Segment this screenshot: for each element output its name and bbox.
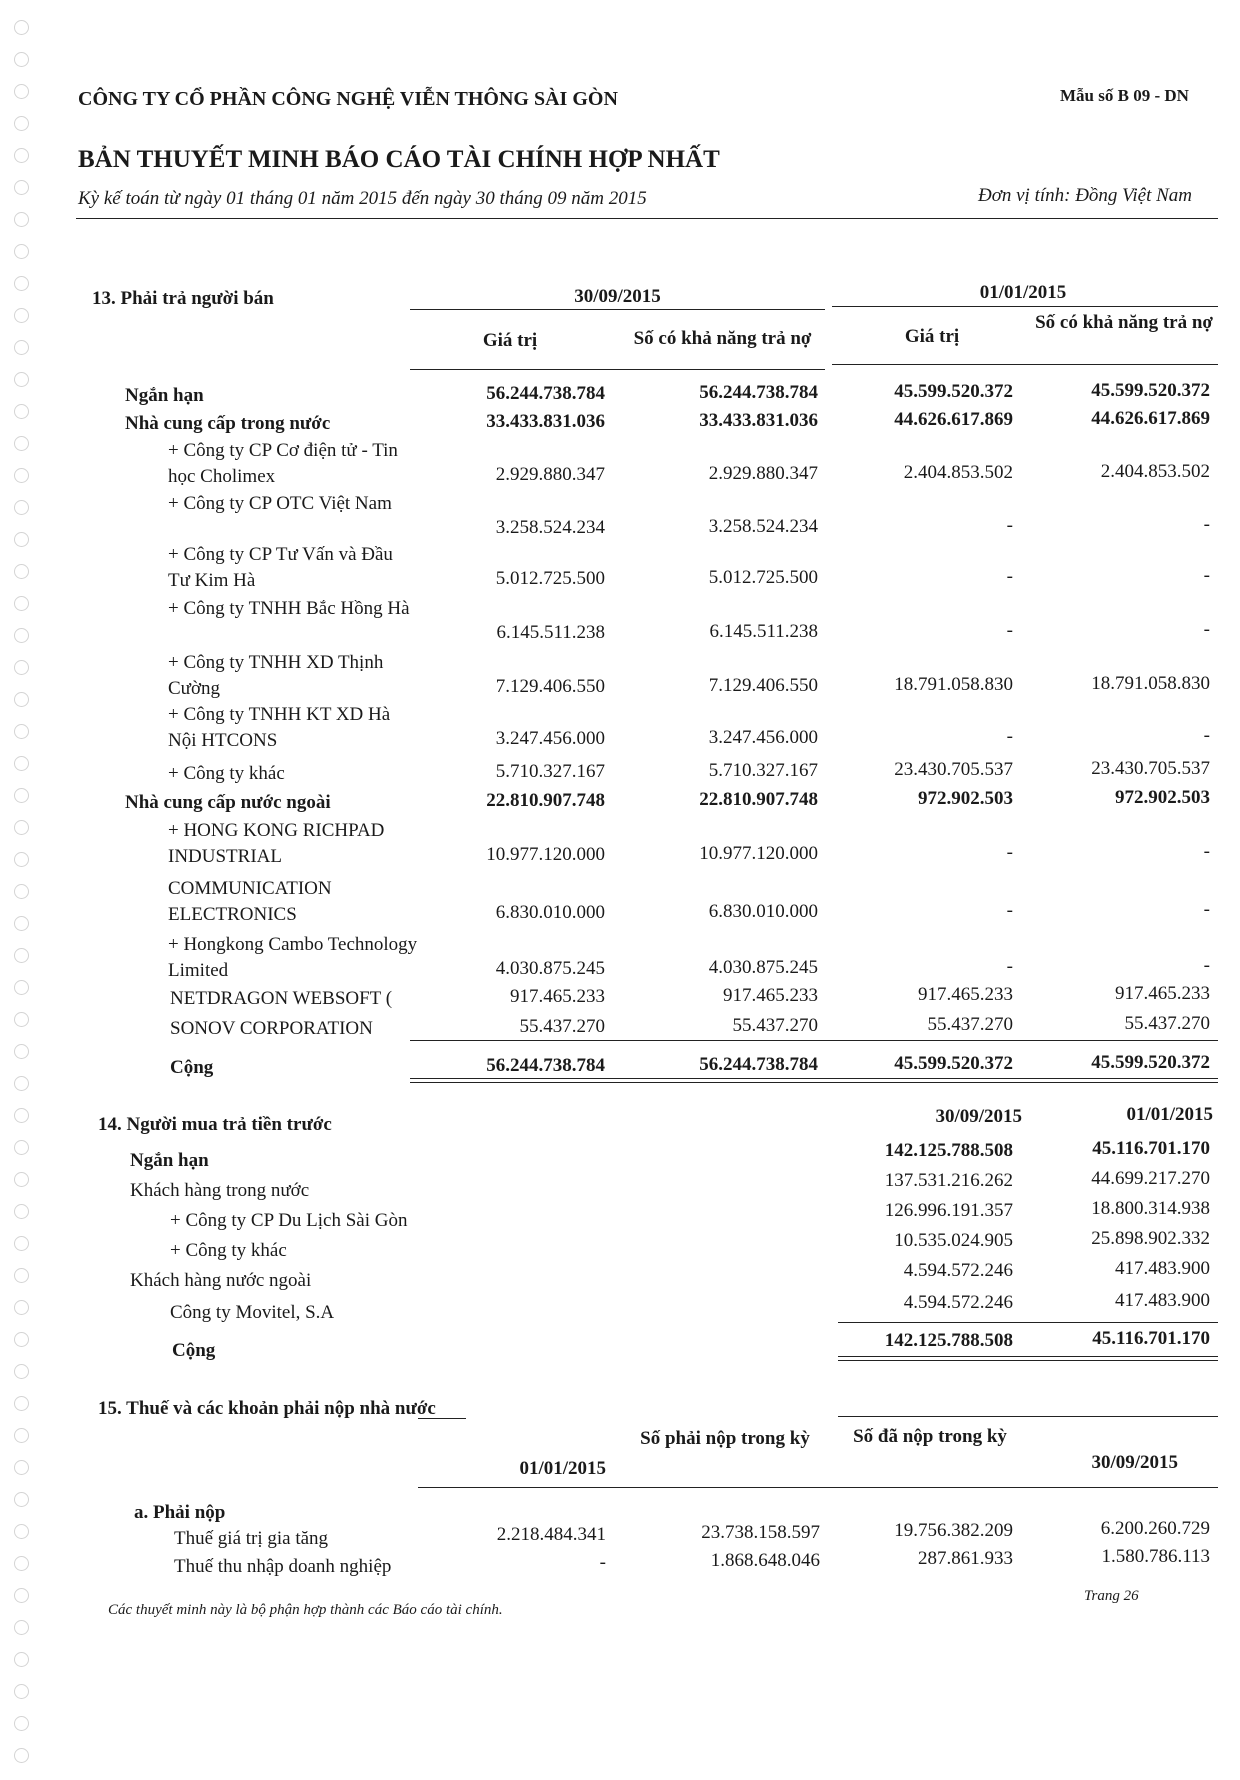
table-row-label: + Công ty CP Tư Vấn và Đầu Tư Kim Hà — [168, 544, 393, 591]
table-cell-value: 6.830.010.000 — [708, 901, 818, 922]
rule — [838, 1416, 1218, 1417]
table-cell-value: - — [1006, 620, 1013, 641]
table-cell-value: - — [1006, 726, 1013, 747]
binder-holes — [14, 20, 34, 1780]
table-row-label: + Công ty TNHH XD Thịnh Cường — [168, 652, 384, 699]
table-cell-value: 23.738.158.597 — [701, 1522, 820, 1543]
table-cell-value: - — [1006, 515, 1013, 536]
s13-col-payable-2: Số có khả năng trả nợ — [1035, 312, 1213, 333]
table-row-label: Nhà cung cấp trong nước — [125, 413, 331, 434]
table-cell-value: 55.437.270 — [927, 1014, 1013, 1035]
s15-col-opening: 01/01/2015 — [519, 1458, 606, 1479]
table-row-label: Thuế giá trị gia tăng — [174, 1528, 329, 1549]
s15-col-payable: Số phải nộp trong kỳ — [640, 1428, 810, 1449]
table-cell-value: 22.810.907.748 — [486, 790, 605, 811]
table-cell-value: 126.996.191.357 — [884, 1200, 1013, 1221]
section-15-title: 15. Thuế và các khoản phải nộp nhà nước — [98, 1398, 436, 1419]
table-row-label: + Công ty CP Du Lịch Sài Gòn — [170, 1210, 408, 1231]
table-cell-value: 18.791.058.830 — [894, 674, 1013, 695]
s13-col-payable-1: Số có khả năng trả nợ — [633, 328, 812, 349]
currency-unit: Đơn vị tính: Đồng Việt Nam — [978, 185, 1193, 206]
table-cell-value: - — [1006, 842, 1013, 863]
table-cell-value: 142.125.788.508 — [884, 1140, 1013, 1161]
company-name: CÔNG TY CỔ PHẦN CÔNG NGHỆ VIỄN THÔNG SÀI GÒN — [78, 88, 618, 110]
table-cell-value: 23.430.705.537 — [1091, 758, 1210, 779]
rule — [418, 1487, 1218, 1488]
table-row-label: SONOV CORPORATION — [170, 1018, 373, 1039]
table-row-label: + HONG KONG RICHPAD INDUSTRIAL — [168, 820, 385, 867]
table-cell-value: 917.465.233 — [918, 984, 1013, 1005]
table-cell-value: 3.247.456.000 — [708, 727, 818, 748]
table-cell-value: 55.437.270 — [519, 1016, 605, 1037]
table-cell-value: 10.535.024.905 — [894, 1230, 1013, 1251]
table-cell-value: 56.244.738.784 — [486, 383, 605, 404]
table-cell-value: 917.465.233 — [510, 986, 605, 1007]
footer-note: Các thuyết minh này là bộ phận hợp thành các Báo cáo tài chính. — [108, 1602, 503, 1618]
report-period: Kỳ kế toán từ ngày 01 tháng 01 năm 2015 đến ngày 30 tháng 09 năm 2015 — [78, 188, 647, 209]
table-cell-value: 44.626.617.869 — [894, 409, 1013, 430]
table-cell-value: 23.430.705.537 — [894, 759, 1013, 780]
table-cell-value: - — [1006, 956, 1013, 977]
table-row-label: Công ty Movitel, S.A — [170, 1302, 335, 1323]
table-cell-value: 7.129.406.550 — [495, 676, 605, 697]
table-cell-value: 55.437.270 — [732, 1015, 818, 1036]
table-cell-value: 3.258.524.234 — [708, 516, 818, 537]
table-cell-value: 917.465.233 — [723, 985, 818, 1006]
table-cell-value: 417.483.900 — [1115, 1290, 1210, 1311]
table-cell-value: - — [1203, 725, 1210, 746]
table-cell-value: 287.861.933 — [918, 1548, 1013, 1569]
rule — [410, 369, 825, 370]
s14-date-1: 30/09/2015 — [935, 1106, 1022, 1127]
table-cell-value: 56.244.738.784 — [486, 1055, 605, 1076]
table-cell-value: 6.830.010.000 — [495, 902, 605, 923]
form-number: Mẫu số B 09 - DN — [1060, 86, 1189, 105]
table-row-label: + Hongkong Cambo Technology Limited — [168, 934, 418, 981]
table-cell-value: 44.699.217.270 — [1091, 1168, 1210, 1189]
table-cell-value: 45.599.520.372 — [1091, 1052, 1210, 1073]
table-cell-value: - — [1006, 900, 1013, 921]
table-cell-value: 972.902.503 — [1115, 787, 1210, 808]
table-cell-value: 33.433.831.036 — [486, 411, 605, 432]
table-row-label: + Công ty TNHH KT XD Hà Nội HTCONS — [168, 704, 391, 751]
table-row-label: + Công ty CP OTC Việt Nam — [168, 493, 392, 514]
table-cell-value: 6.145.511.238 — [709, 621, 818, 642]
table-cell-value: 19.756.382.209 — [894, 1520, 1013, 1541]
rule — [838, 1322, 1218, 1323]
section-14-title: 14. Người mua trả tiền trước — [98, 1114, 332, 1135]
table-cell-value: 25.898.902.332 — [1091, 1228, 1210, 1249]
s13-date-2: 01/01/2015 — [979, 282, 1067, 303]
table-cell-value: 3.258.524.234 — [495, 517, 605, 538]
table-cell-value: 3.247.456.000 — [495, 728, 605, 749]
header-divider — [76, 218, 1218, 219]
table-cell-value: 56.244.738.784 — [699, 1054, 818, 1075]
table-row-label: Cộng — [170, 1057, 214, 1078]
table-cell-value: 44.626.617.869 — [1091, 408, 1210, 429]
table-cell-value: 45.599.520.372 — [894, 1053, 1013, 1074]
table-row-label: + Công ty CP Cơ điện tử - Tin học Cholimex — [168, 440, 398, 487]
table-cell-value: 18.800.314.938 — [1091, 1198, 1210, 1219]
s14-date-2: 01/01/2015 — [1126, 1104, 1213, 1125]
table-cell-value: 917.465.233 — [1115, 983, 1210, 1004]
table-cell-value: 33.433.831.036 — [699, 410, 818, 431]
double-rule — [838, 1356, 1218, 1361]
s13-col-value-1: Giá trị — [482, 330, 538, 351]
table-cell-value: 4.030.875.245 — [495, 958, 605, 979]
table-row-label: + Công ty khác — [170, 1240, 287, 1261]
table-row-label: Ngắn hạn — [130, 1150, 209, 1171]
table-cell-value: 56.244.738.784 — [699, 382, 818, 403]
double-rule — [410, 1078, 1218, 1083]
table-cell-value: 22.810.907.748 — [699, 789, 818, 810]
report-title: BẢN THUYẾT MINH BÁO CÁO TÀI CHÍNH HỢP NHẤT — [78, 146, 720, 173]
table-cell-value: 5.012.725.500 — [495, 568, 605, 589]
table-cell-value: 6.200.260.729 — [1100, 1518, 1210, 1539]
page-number: Trang 26 — [1084, 1588, 1139, 1604]
table-cell-value: 137.531.216.262 — [884, 1170, 1013, 1191]
table-row-label: Khách hàng trong nước — [130, 1180, 310, 1201]
table-row-label: Thuế thu nhập doanh nghiệp — [174, 1556, 392, 1577]
table-cell-value: - — [1203, 899, 1210, 920]
table-row-label: Ngắn hạn — [125, 385, 204, 406]
table-cell-value: 972.902.503 — [918, 788, 1013, 809]
table-cell-value: 2.929.880.347 — [708, 463, 818, 484]
table-row-label: Cộng — [172, 1340, 216, 1361]
table-cell-value: 1.580.786.113 — [1101, 1546, 1210, 1567]
table-cell-value: 45.116.701.170 — [1092, 1328, 1210, 1349]
section-13-title: 13. Phải trả người bán — [92, 288, 274, 309]
s15-subheading: a. Phải nộp — [134, 1502, 226, 1523]
table-cell-value: 417.483.900 — [1115, 1258, 1210, 1279]
rule — [418, 1418, 466, 1419]
table-cell-value: 5.710.327.167 — [708, 760, 818, 781]
table-cell-value: - — [1006, 566, 1013, 587]
table-cell-value: 7.129.406.550 — [708, 675, 818, 696]
table-cell-value: - — [1203, 514, 1210, 535]
table-cell-value: 5.710.327.167 — [495, 761, 605, 782]
table-cell-value: 18.791.058.830 — [1091, 673, 1210, 694]
table-cell-value: 45.599.520.372 — [1091, 380, 1210, 401]
table-row-label: + Công ty khác — [168, 763, 285, 784]
table-row-label: Khách hàng nước ngoài — [130, 1270, 312, 1291]
table-cell-value: 6.145.511.238 — [496, 622, 605, 643]
table-cell-value: 4.594.572.246 — [903, 1292, 1013, 1313]
table-cell-value: 45.599.520.372 — [894, 381, 1013, 402]
s15-col-paid: Số đã nộp trong kỳ — [853, 1426, 1007, 1447]
table-row-label: NETDRAGON WEBSOFT ( — [170, 988, 393, 1009]
table-cell-value: 4.030.875.245 — [708, 957, 818, 978]
table-cell-value: 2.404.853.502 — [903, 462, 1013, 483]
table-cell-value: 142.125.788.508 — [884, 1330, 1013, 1351]
table-cell-value: - — [1203, 841, 1210, 862]
table-cell-value: - — [1203, 955, 1210, 976]
s13-date-1: 30/09/2015 — [574, 286, 661, 307]
table-cell-value: 1.868.648.046 — [710, 1550, 820, 1571]
rule — [832, 306, 1218, 307]
table-row-label: + Công ty TNHH Bắc Hồng Hà — [168, 598, 410, 619]
table-cell-value: 45.116.701.170 — [1092, 1138, 1210, 1159]
table-cell-value: - — [599, 1552, 606, 1573]
table-cell-value: 5.012.725.500 — [708, 567, 818, 588]
table-cell-value: 2.218.484.341 — [496, 1524, 606, 1545]
table-cell-value: 2.404.853.502 — [1100, 461, 1210, 482]
table-cell-value: 10.977.120.000 — [699, 843, 818, 864]
table-cell-value: - — [1203, 565, 1210, 586]
table-cell-value: 2.929.880.347 — [495, 464, 605, 485]
table-row-label: COMMUNICATION ELECTRONICS — [168, 878, 332, 925]
table-cell-value: 10.977.120.000 — [486, 844, 605, 865]
s15-col-closing: 30/09/2015 — [1091, 1452, 1178, 1473]
table-cell-value: 4.594.572.246 — [903, 1260, 1013, 1281]
table-cell-value: 55.437.270 — [1124, 1013, 1210, 1034]
rule — [410, 1040, 1218, 1041]
rule — [410, 309, 825, 310]
rule — [832, 364, 1218, 365]
table-row-label: Nhà cung cấp nước ngoài — [125, 792, 331, 813]
s13-col-value-2: Giá trị — [904, 326, 960, 347]
table-cell-value: - — [1203, 619, 1210, 640]
